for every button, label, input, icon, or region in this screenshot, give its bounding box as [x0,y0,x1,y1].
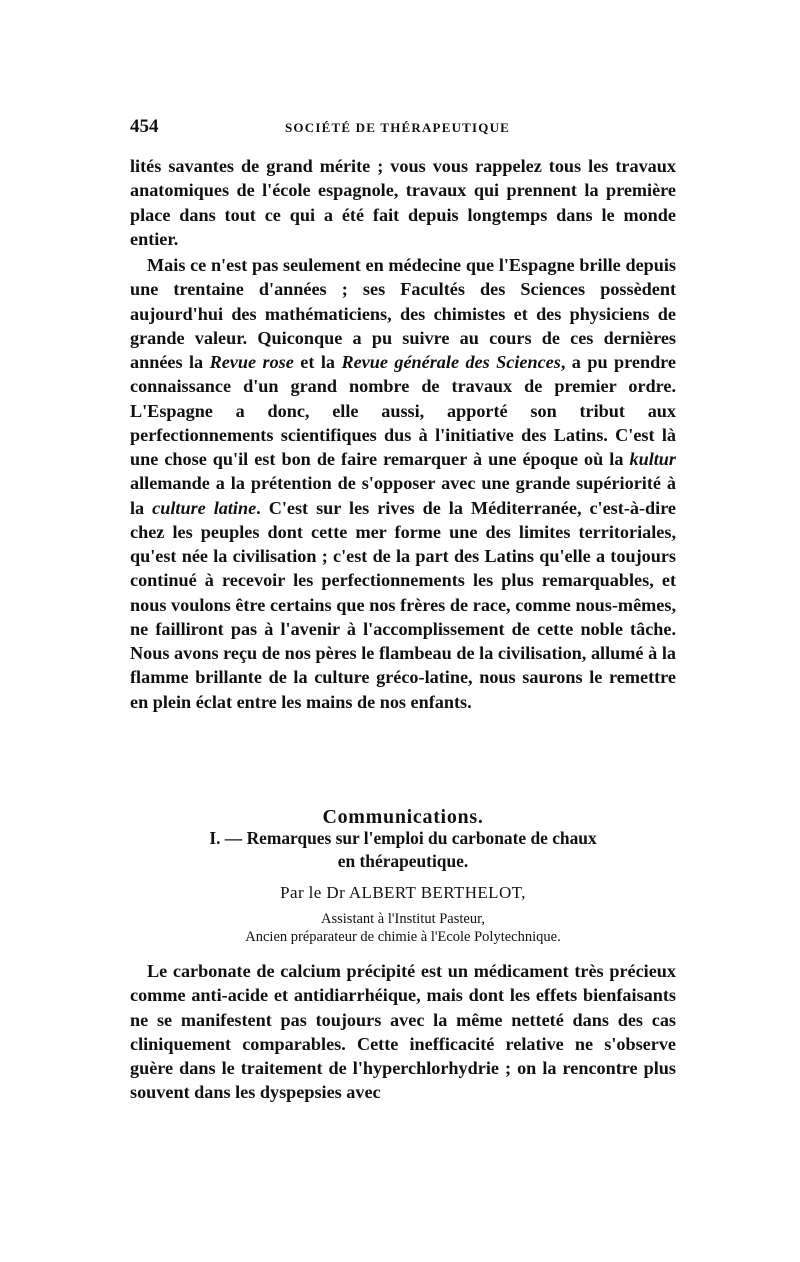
word-kultur: kultur [629,449,676,469]
author-affiliation [130,910,676,946]
page-number: 454 [130,116,159,137]
author-byline [130,883,676,903]
running-head [130,116,676,138]
article-title [130,827,676,873]
opening-paragraph: lités savantes de grand mérite ; vous vous rappelez tous les travaux anatomiques de l'école espagnole, travaux qui prennent la première place dans tout ce qui a été fait depuis longtemps dans le monde entier. [130,156,676,249]
affiliation-line-1: Assistant à l'Institut Pasteur, [321,911,485,927]
opening-paragraph-block [130,154,676,251]
carbonate-paragraph: Le carbonate de calcium précipité est un médicament très précieux comme anti-acide et antidiarrhéique, mais dont les effets bienfaisants ne se manifestent pas toujours avec la même netteté dans des cas cliniquement comparables. Cette inefficacité relative ne s'observe guère dans le traitement de l'hyperchlorhydrie ; on la rencontre plus souvent dans les dyspepsies avec [130,961,676,1103]
article-title-text-1: Remarques sur l'emploi du carbonate de chaux [246,828,597,848]
spanish-sciences-paragraph-block [130,253,676,714]
paragraph-text-part-2: et la [293,352,342,372]
communications-heading: Communications. [322,805,484,828]
journal-reference-revue-rose: Revue rose [209,352,294,372]
spanish-sciences-paragraph [130,253,676,714]
carbonate-paragraph-block [130,959,676,1105]
journal-reference-revue-generale: Revue générale des Sciences [341,352,561,372]
author-name: ALBERT BERTHELOT, [348,883,526,902]
article-title-line-1 [130,827,676,850]
article-title-line-2: en thérapeutique. [337,851,469,871]
affiliation-line-2: Ancien préparateur de chimie à l'Ecole Polytechnique. [245,929,561,945]
byline-prefix: Par le Dr [280,883,346,902]
paragraph-text-part-5: . C'est sur les rives de la Méditerranée, c'est-à-dire chez les peuples dont cette mer forme une des limites territoriales, qu'est née la civilisation ; c'est de la part des Latins qu'elle a toujours continué à recevoir les perfectionnements les plus remarquables, et nous voulons être certains que nos frères de race, comme nous-mêmes, ne failliront pas à l'avenir à l'accomplissement de cette noble tâche. Nous avons reçu de nos pères le flambeau de la civilisation, allumé à la flamme brillante de la culture gréco-latine, nous saurons le remettre en plein éclat entre les mains de nos enfants. [130,497,677,712]
journal-title: SOCIÉTÉ DE THÉRAPEUTIQUE [285,120,511,135]
paragraph-text-part-3: , a pu prendre connaissance d'un grand nombre de travaux de premier ordre. L'Espagne a donc, elle aussi, apporté son tribut aux perfectionnements scientifiques dus à l'initiative des Latins. C'est là une chose qu'il est bon de faire remarquer à une époque où la [130,352,676,469]
paragraph-text-part-4: allemande a la prétention de s'opposer avec une grande supériorité à la [130,473,676,518]
phrase-culture-latine: culture latine [152,497,257,518]
article-number: I. — [209,828,243,848]
paragraph-text-part-1: Mais ce n'est pas seulement en médecine que l'Espagne brille depuis une trentaine d'années ; ses Facultés des Sciences possèdent aujourd'hui des mathématiciens, des chimistes et des physiciens de grande valeur. Quiconque a pu suivre au cours de ces dernières années la [130,255,676,372]
